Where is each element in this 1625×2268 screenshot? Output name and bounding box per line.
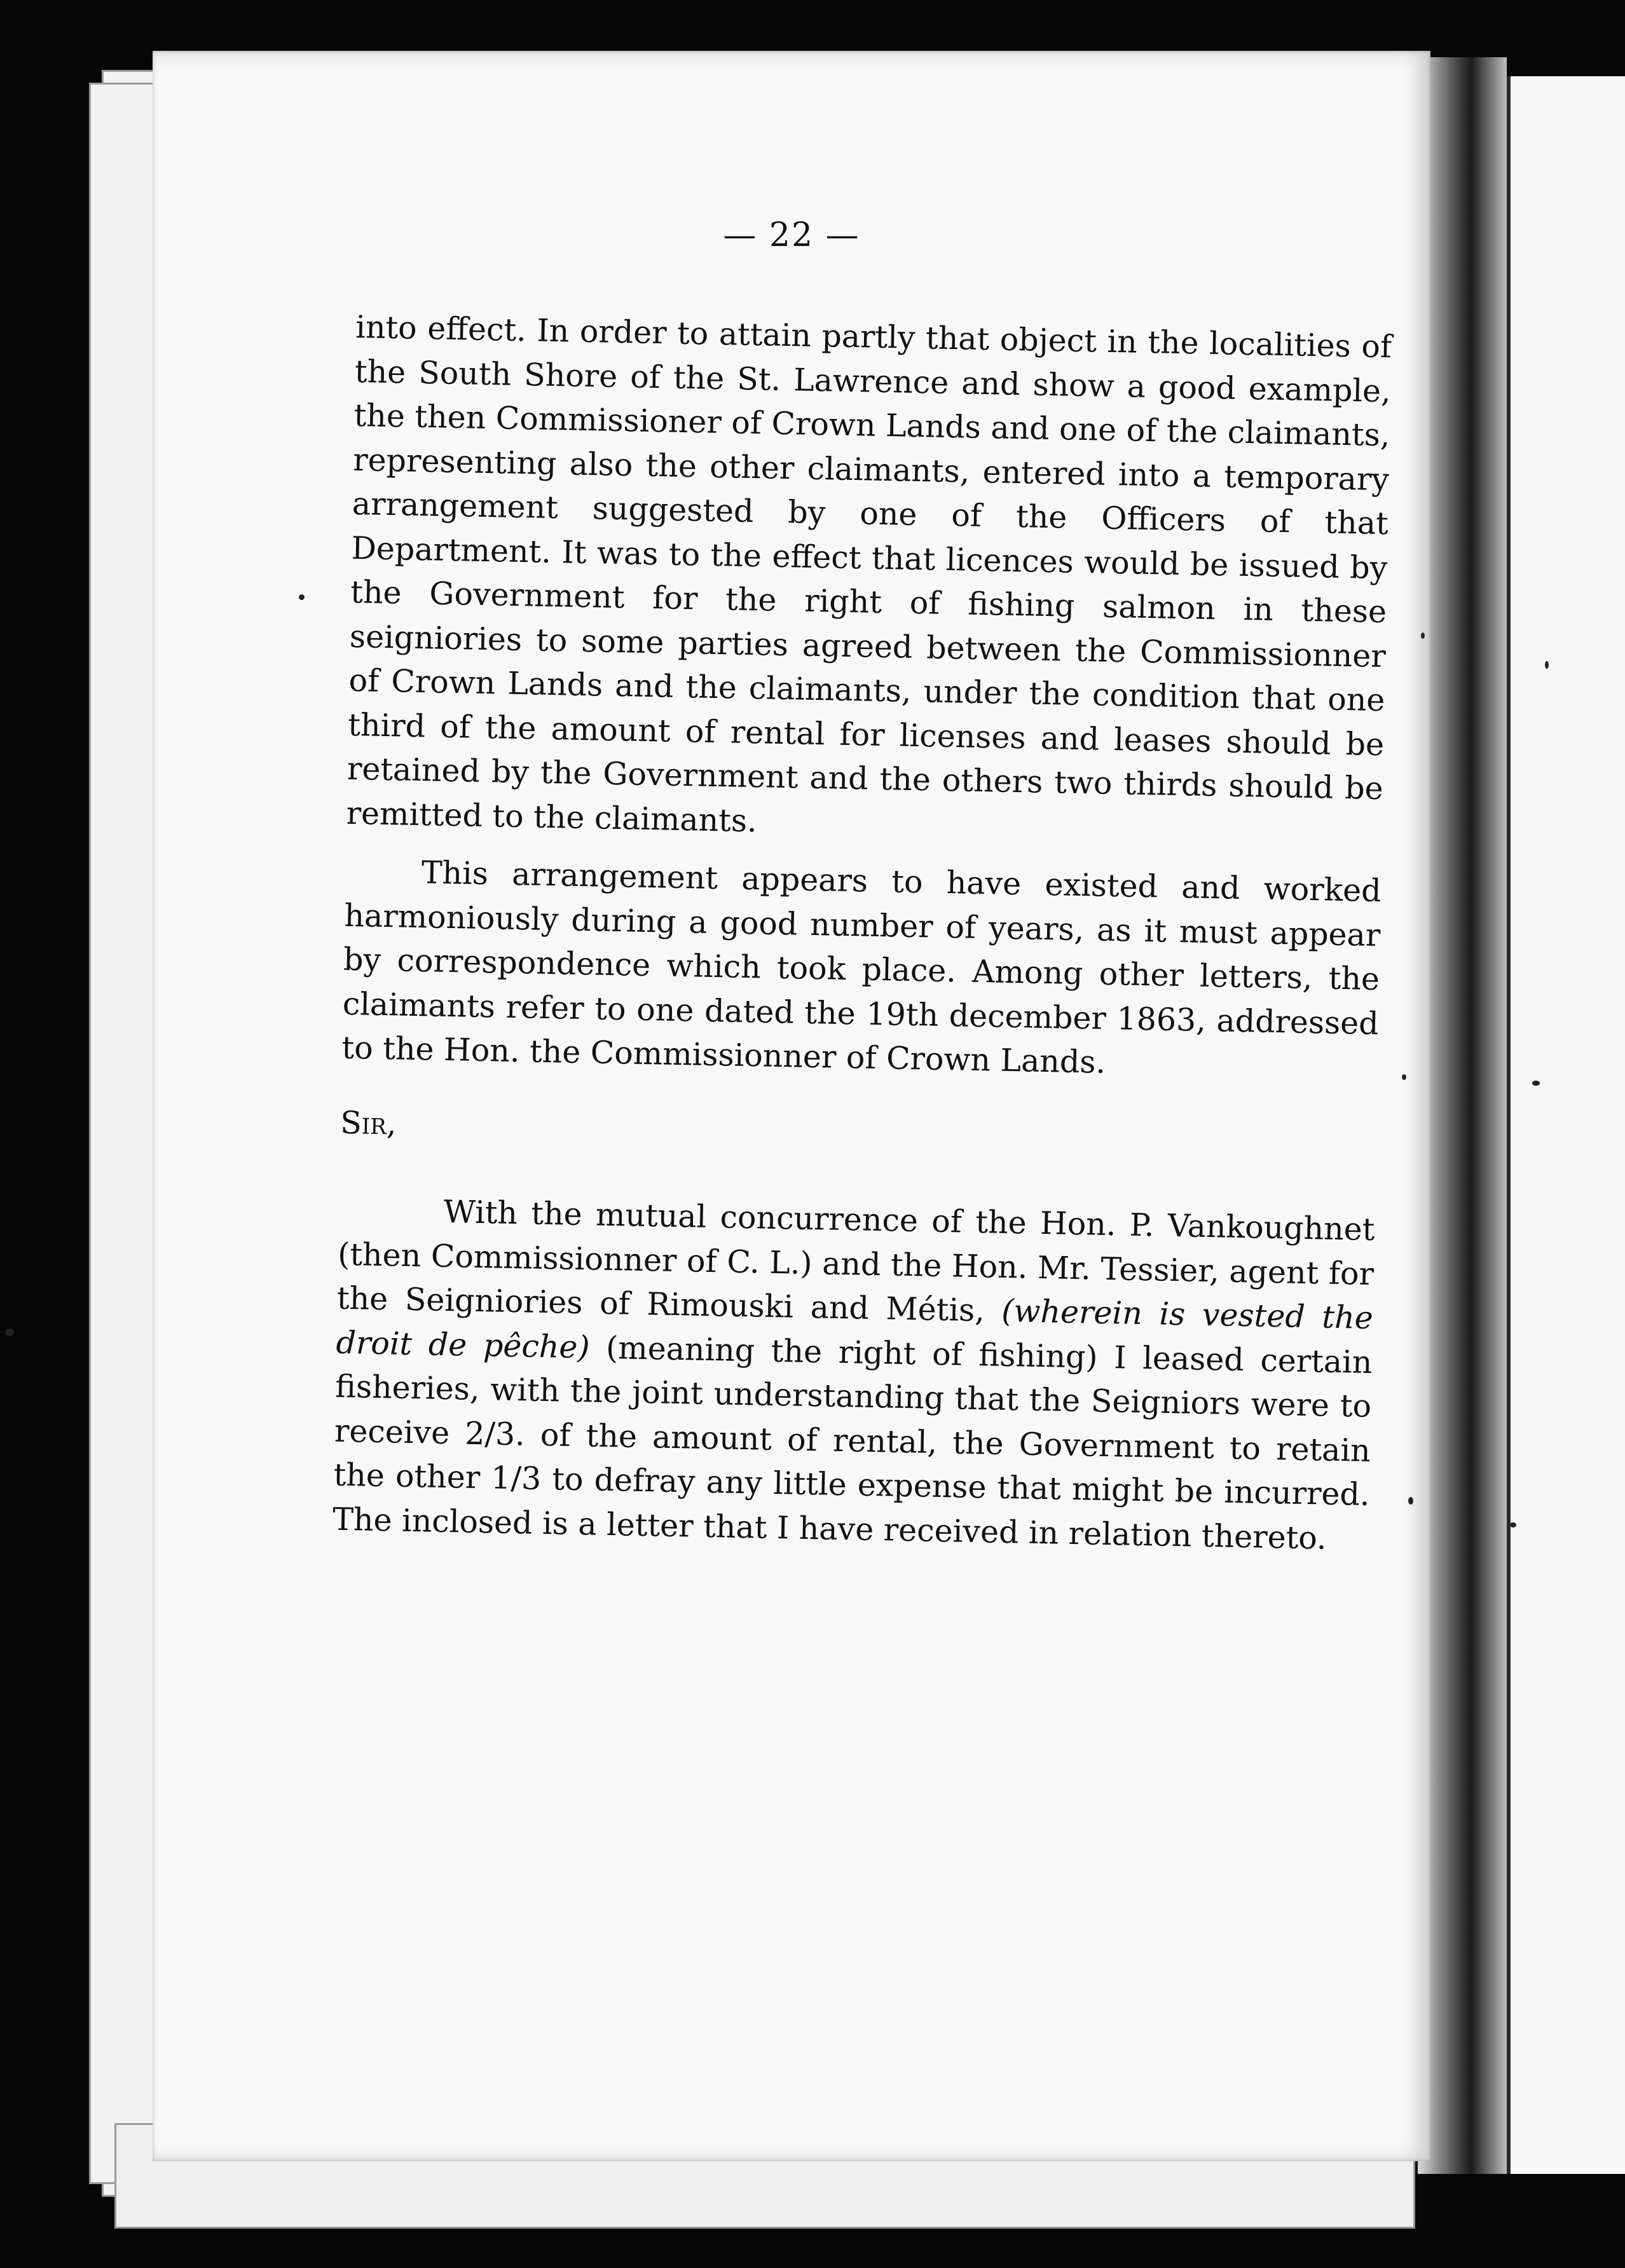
book-gutter-shadow (1418, 57, 1507, 2174)
body-text (333, 305, 1392, 1561)
paragraph: This arrangement appears to have existed and worked harmoniously during a good number of years, as it must appear by correspondence which took place. Among other letters, the claimants refer to one dated the 19th december 1863, addressed to the Hon. the Commissionner of Crown Lands. (341, 854, 1382, 1081)
letter-text: (meaning the right of fishing) I leased certain fisheries, with the joint understanding that the Seigniors were to receive 2/3. of the amount of rental, the Government to retain the other 1/3 to defray any little expense that might be incurred. The inclosed is a letter that I have received in relation thereto. (332, 1329, 1373, 1557)
paragraph: into effect. In order to attain partly that object in the localities of the South Shore of the St. Lawrence and show a good example, the then Commissioner of Crown Lands and one of the claimants, representing also the other claimants, entered into a temporary arrangement suggested by one of the Officers of that Department. It was to the effect that licences would be issued by the Government for the right of fishing salmon in these seigniories to some parties agreed between the Commissionner of Crown Lands and the claimants, under the condition that one third of the amount of rental for licenses and leases should be retained by the Government and the others two thirds should be remitted to the claimants. (346, 308, 1392, 839)
page-number: — 22 — (723, 216, 860, 254)
letter-italic-phrase: (wherein is vested the droit de pêche) (336, 1292, 1374, 1365)
letter-salutation: Sir, (339, 1104, 397, 1142)
document-page (153, 51, 1430, 2161)
letter-text: With the mutual concurrence of the Hon. P. Vankoughnet (then Commissionner of C. L.) and the Hon. Mr. Tessier, agent for the Seigniories of Rimouski and Métis, (336, 1193, 1375, 1329)
letter-paragraph (333, 1188, 1375, 1561)
facing-page-edge (1507, 76, 1625, 2174)
